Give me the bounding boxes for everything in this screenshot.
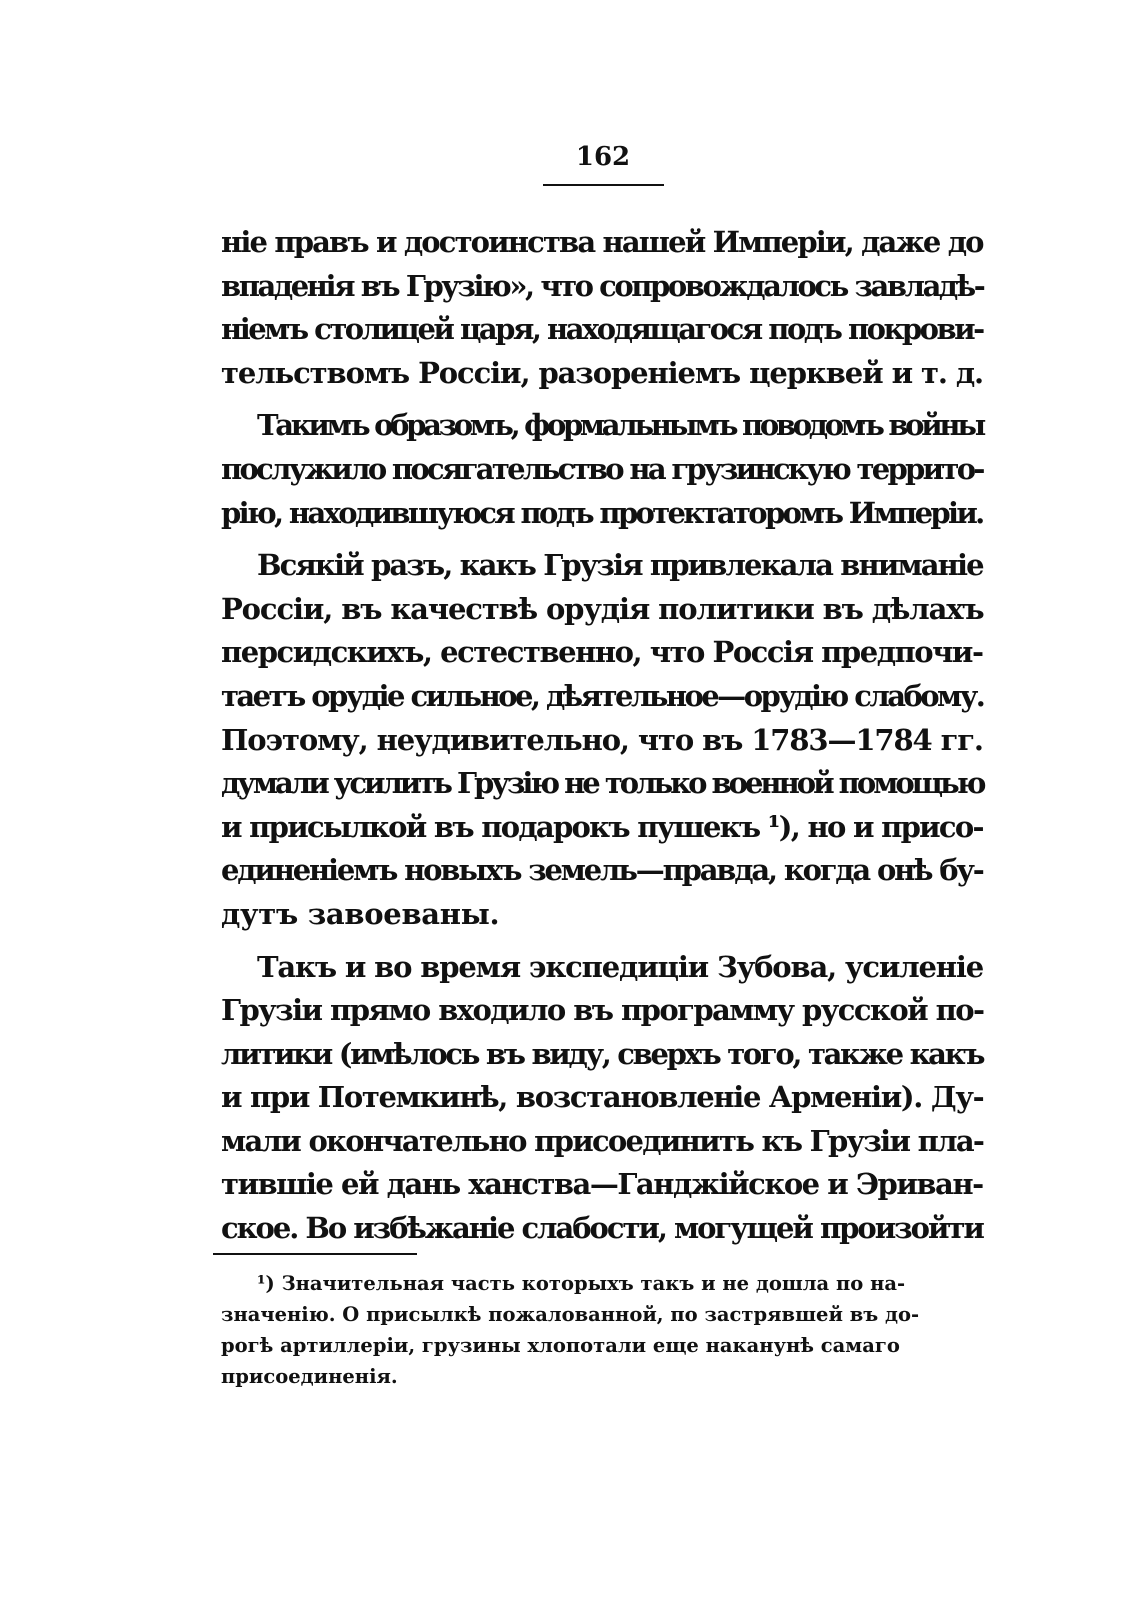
paragraph-gap <box>221 395 983 404</box>
footnote-line: присоединенія. <box>221 1365 398 1388</box>
paragraph-gap <box>221 535 983 544</box>
footnote-rule <box>213 1253 417 1255</box>
text-line: послужило посягательство на грузинскую террито- <box>221 451 983 486</box>
text-line: персидскихъ, естественно, что Россія предпочи- <box>221 635 983 670</box>
paragraph-gap <box>221 937 983 946</box>
footnotes <box>221 1268 983 1392</box>
text-line: тельствомъ Россіи, разореніемъ церквей и т. д. <box>221 355 984 390</box>
text-line: дутъ завоеваны. <box>221 896 500 931</box>
text-line: ніе правъ и достоинства нашей Имперіи, даже до <box>221 225 983 259</box>
text-line: единеніемъ новыхъ земель—правда, когда онѣ бу- <box>221 853 983 888</box>
text-line: ніемъ столицей царя, находящагося подъ покрови- <box>221 312 983 347</box>
text-line: Такъ и во время экспедиціи Зубова, усиленіе <box>257 949 984 984</box>
text-line: ское. Во избѣжаніе слабости, могущей произойти <box>221 1211 983 1246</box>
text-line: впаденія въ Грузію», что сопровождалось завладѣ- <box>221 268 984 303</box>
footnote-line: значенію. О присылкѣ пожалованной, по застрявшей въ до- <box>221 1303 920 1326</box>
text-line: таетъ орудіе сильное, дѣятельное—орудію слабому. <box>221 678 984 713</box>
text-line: рію, находившуюся подъ протектаторомъ Имперіи. <box>221 495 983 530</box>
text-line: тившіе ей дань ханства—Ганджійское и Эриван- <box>221 1167 983 1202</box>
footnote-line: рогѣ артиллеріи, грузины хлопотали еще наканунѣ самаго <box>221 1334 900 1357</box>
page-number-rule <box>543 184 664 186</box>
text-line: Грузіи прямо входило въ программу русской по- <box>221 993 984 1028</box>
text-line: Россіи, въ качествѣ орудія политики въ дѣлахъ <box>221 591 984 626</box>
text-line: думали усилить Грузію не только военной помощью <box>221 766 984 801</box>
body-text <box>221 221 983 1251</box>
page-number: 162 <box>575 142 631 172</box>
text-line: Такимъ образомъ, формальнымъ поводомъ войны <box>257 408 984 443</box>
text-line: и присылкой въ подарокъ пушекъ ¹), но и присо- <box>221 809 983 844</box>
footnote-line: ¹) Значительная часть которыхъ такъ и не дошла по на- <box>257 1272 906 1295</box>
text-line: литики (имѣлось въ виду, сверхъ того, также какъ <box>221 1036 984 1071</box>
text-line: и при Потемкинѣ, возстановленіе Арменіи). Ду- <box>221 1080 984 1115</box>
text-line: Всякій разъ, какъ Грузія привлекала вниманіе <box>257 548 983 583</box>
text-line: Поэтому, неудивительно, что въ 1783—1784 гг. <box>221 722 983 757</box>
text-line: мали окончательно присоединить къ Грузіи пла- <box>221 1123 984 1158</box>
